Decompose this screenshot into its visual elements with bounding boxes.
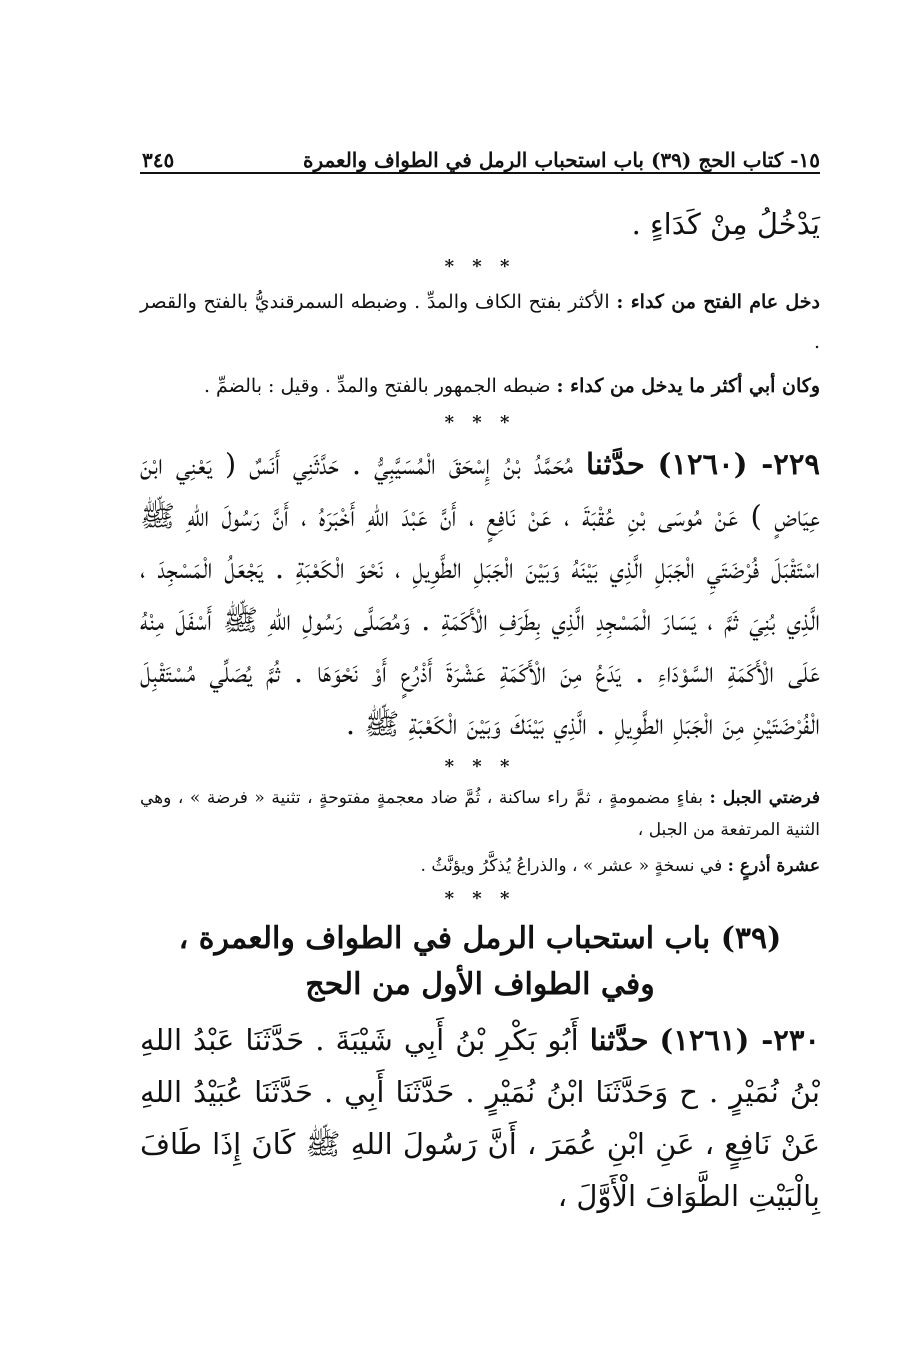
hadith-229 [140,438,820,750]
footnote-text: الأكثر بفتح الكاف والمدِّ . وضبطه السمرقنديُّ بالفتح والقصر . [140,291,820,353]
hadith-number: ٢٢٩- (١٢٦٠) [657,447,820,481]
page-number: ٣٤٥ [142,148,175,172]
hadith-lead: حدَّثنا [589,1023,649,1057]
footnote [140,850,820,882]
footnote [140,282,820,362]
footnote-term: عشرة أذرعٍ : [727,856,820,876]
running-header [140,138,820,174]
separator-stars: * * * [444,412,516,433]
page-body [140,198,820,1222]
hadith-continuation: يَدْخُلُ مِنْ كَدَاءٍ . [631,207,820,241]
footnote-text: بفاءٍ مضمومةٍ ، ثمَّ راء ساكنة ، ثُمَّ ضاد معجمةٍ مفتوحةٍ ، تثنية « فرضة » ، وهي الثنية المرتفعة من الجبل ، [140,788,820,840]
footnote [140,366,820,406]
hadith-text: أَبُو بَكْرِ بْنُ أَبِي شَيْبَةَ . حَدَّثَنَا عَبْدُ اللهِ بْنُ نُمَيْرٍ . ح وَحَدَّثَنَا ابْنُ نُمَيْرٍ . حَدَّثَنَا أَبِي . حَدَّثَنَا عُبَيْدُ اللهِ عَنْ نَافِعٍ ، عَنِ ابْنِ عُمَرَ ، أَنَّ رَسُولَ اللهِ ﷺ كَانَ إِذَا طَافَ بِالْبَيْتِ الطَّوَافَ الْأَوَّلَ ، [140,1023,820,1213]
footnote-term: دخل عام الفتح من كداء : [616,291,820,313]
hadith-lead: حدَّثنا [585,447,645,481]
separator-stars: * * * [444,888,516,909]
footnote-term: فرضتي الجبل : [709,788,820,808]
hadith-text: مُحَمَّدُ بْنُ إِسْحَقَ الْمُسَيَّبِيُّ . حَدَّثَنِي أَنَسٌ ( يَعْنِي ابْنَ عِيَاضٍ ) عَنْ مُوسَى بْنِ عُقْبَةَ ، عَنْ نَافِعٍ ، أَنَّ عَبْدَ اللهِ أَخْبَرَهُ ، أَنَّ رَسُولَ اللهِ ﷺ اسْتَقْبَلَ فُرْضَتَيِ الْجَبَلِ الَّذِي بَيْنَهُ وَبَيْنَ الْجَبَلِ الطَّوِيلِ ، نَحْوَ الْكَعْبَةِ . يَجْعَلُ الْمَسْجِدَ ، الَّذِي بُنِيَ ثَمَّ ، يَسَارَ الْمَسْجِدِ الَّذِي بِطَرَفِ الْأَكَمَةِ . وَمُصَلَّى رَسُولِ اللهِ ﷺ أَسْفَلَ مِنْهُ عَلَى الْأَكَمَةِ السَّوْدَاءِ . يَدَعُ مِنَ الْأَكَمَةِ عَشْرَةَ أَذْرُعٍ أَوْ نَحْوَهَا . ثُمَّ يُصَلِّي مُسْتَقْبِلَ الْفُرْضَتَيْنِ مِنَ الْجَبَلِ الطَّوِيلِ . الَّذِي بَيْنَكَ وَبَيْنَ الْكَعْبَةِ ﷺ . [140,447,820,741]
hadith-230 [140,1014,820,1222]
chapter-heading [140,916,820,1008]
footnote-text: في نسخةٍ « عشر » ، والذراعُ يُذكَّرُ ويؤنَّثُ . [420,856,728,876]
separator-stars: * * * [444,756,516,777]
running-title: ١٥- كتاب الحج (٣٩) باب استحباب الرمل في الطواف والعمرة [302,148,820,172]
chapter-title-line-1: (٣٩) باب استحباب الرمل في الطواف والعمرة ، [178,921,782,956]
footnote [140,782,820,846]
footnote-term: وكان أبي أكثر ما يدخل من كداء : [556,375,820,397]
chapter-title-line-2: وفي الطواف الأول من الحج [305,967,655,1002]
separator-stars: * * * [444,256,516,277]
hadith-number: ٢٣٠- (١٢٦١) [659,1023,821,1057]
footnote-text: ضبطه الجمهور بالفتح والمدِّ . وقيل : بالضمِّ . [203,375,557,397]
